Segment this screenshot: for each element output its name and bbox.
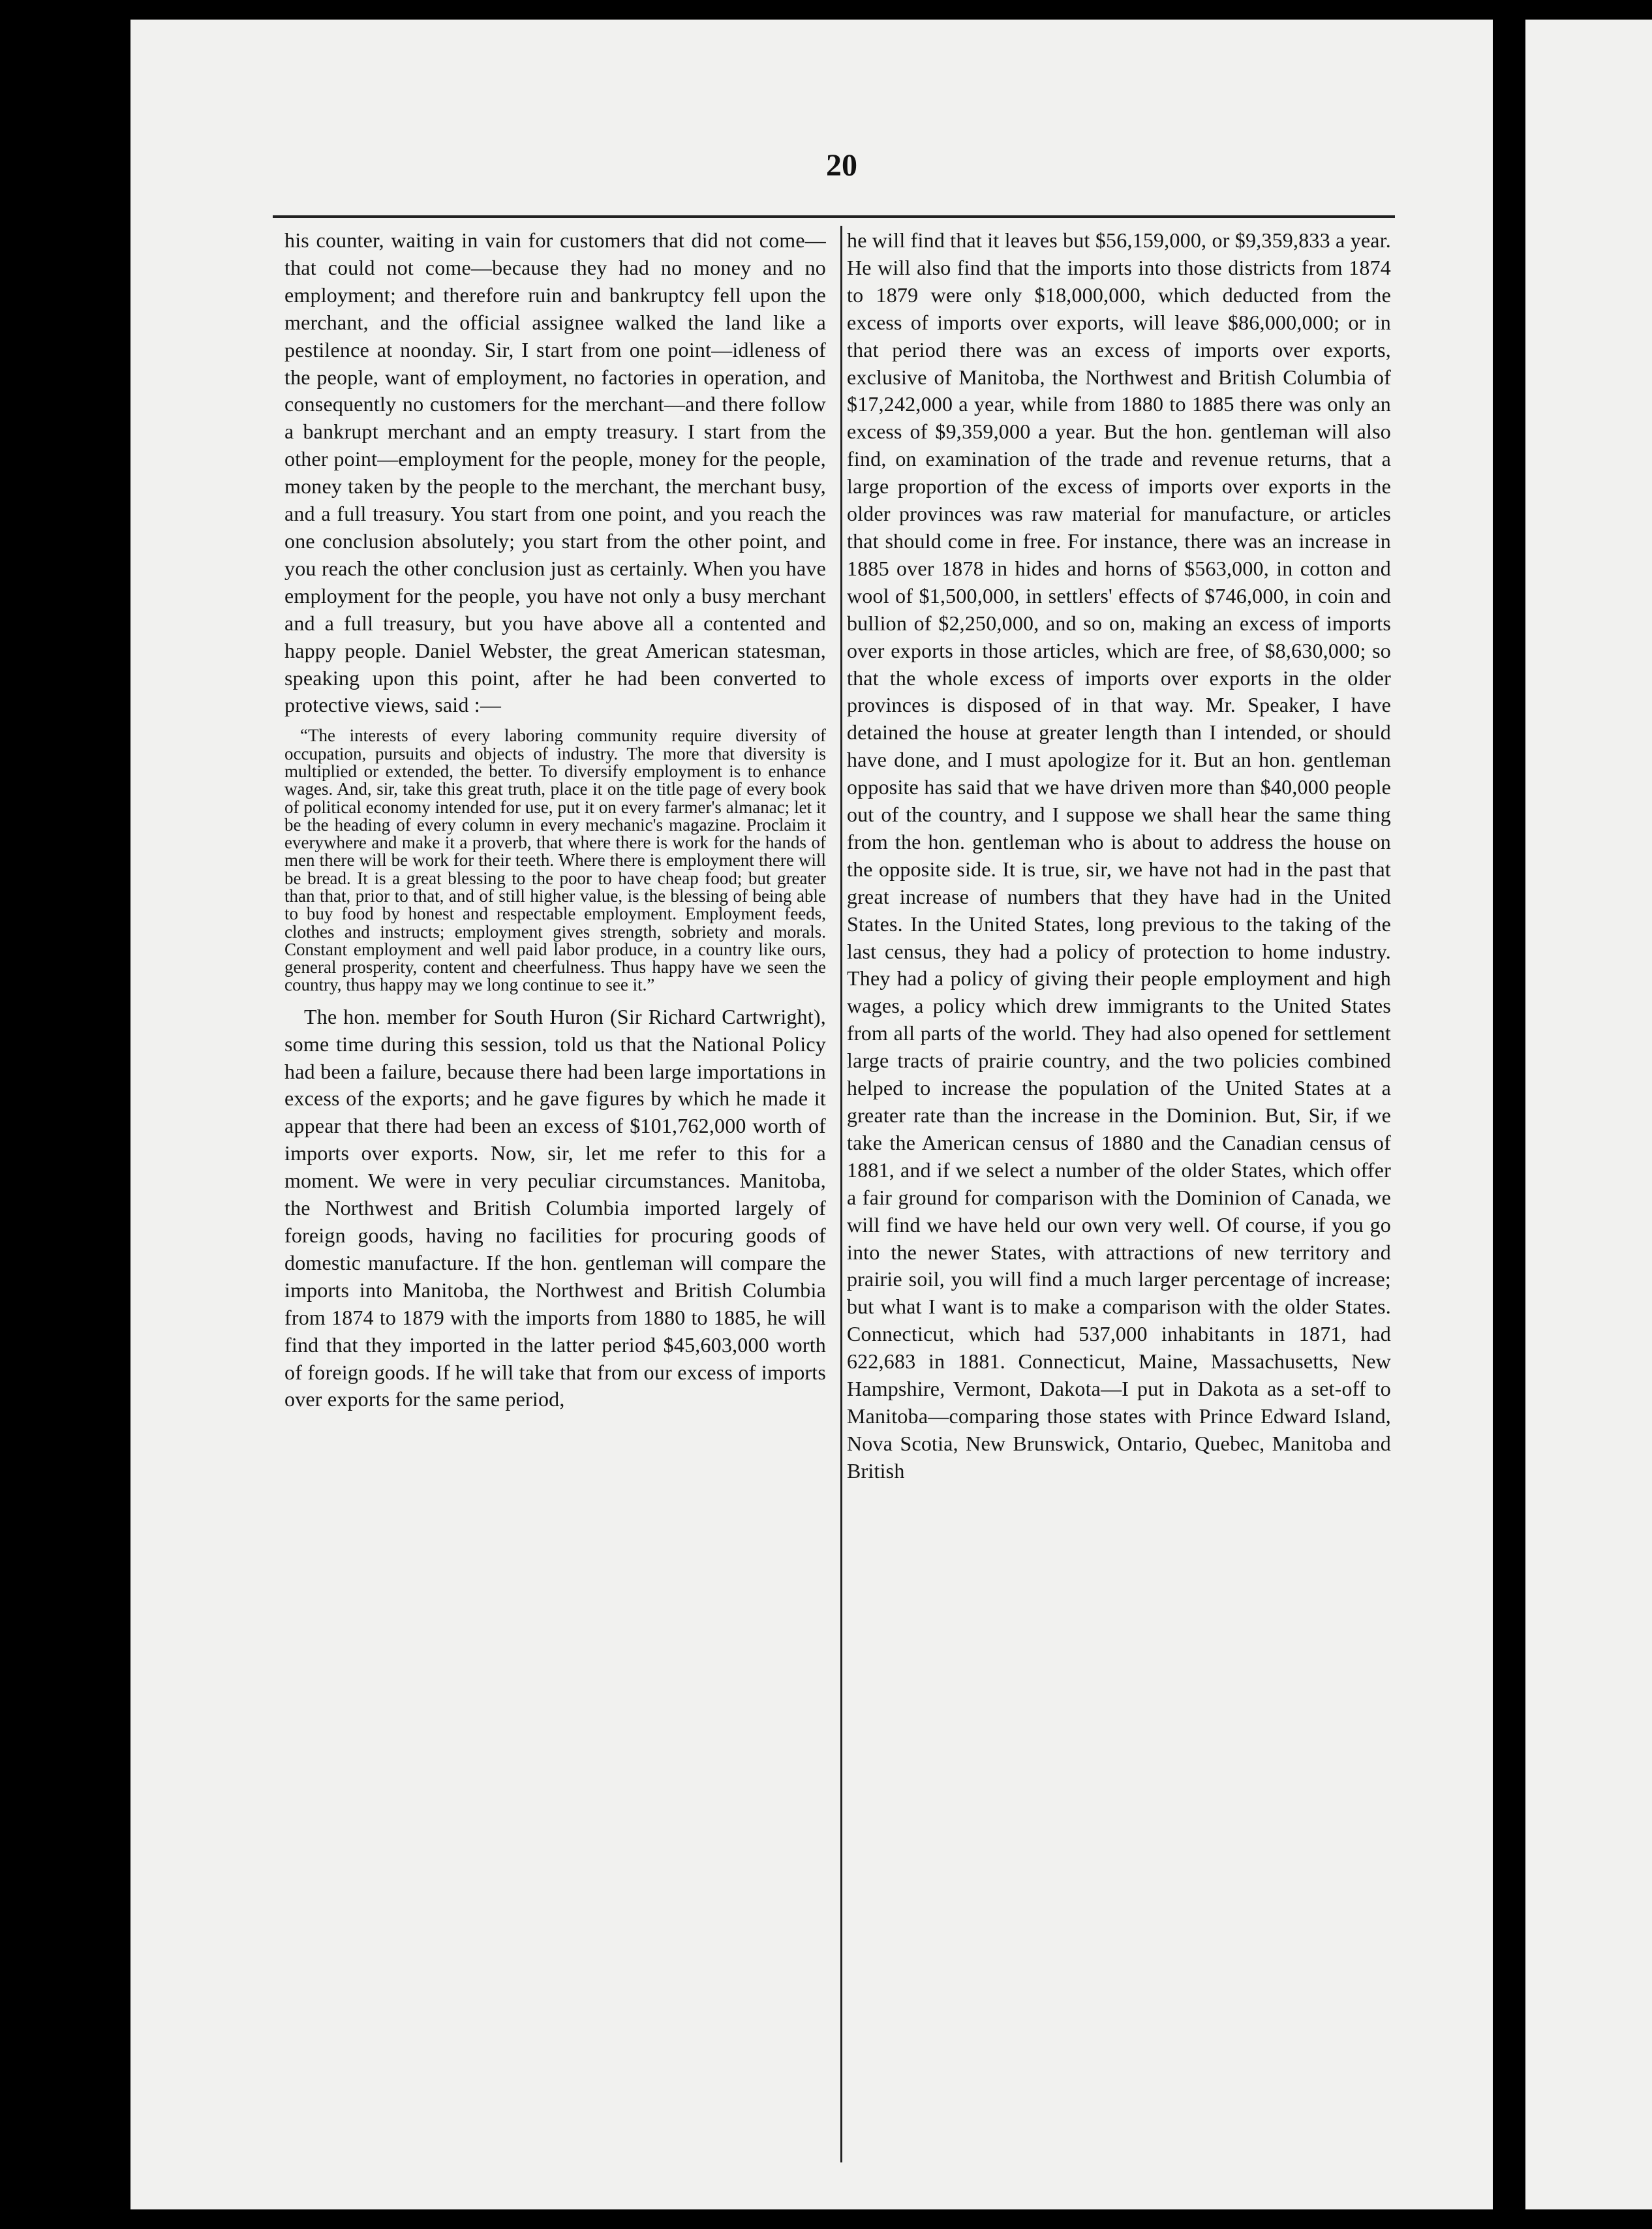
header-rule	[273, 215, 1395, 218]
adjacent-page-edge	[1525, 20, 1652, 2209]
left-column	[284, 227, 826, 1413]
column-divider	[840, 226, 842, 2162]
webster-quotation: “The interests of every laboring community require diversity of occupation, pursuits and objects of industry. The more that diversity is multiplied or extended, the better. To diversify employment is to enhance wages. And, sir, take this great truth, place it on the title page of every book of political economy intended for use, put it on every farmer's almanac; let it be the heading of every column in every mechanic's magazine. Proclaim it everywhere and make it a proverb, that where there is work for the hands of men there will be work for their teeth. Where there is employment there will be bread. It is a great blessing to the poor to have cheap food; but greater than that, prior to that, and of still higher value, is the blessing of being able to buy food by honest and respectable employment. Employment feeds, clothes and instructs; employment gives strength, sobriety and morals. Constant employment and well paid labor produce, in a country like ours, general prosperity, content and cheerfulness. Thus happy have we seen the country, thus happy may we long continue to see it.”	[284, 726, 826, 995]
page-number: 20	[826, 148, 857, 183]
left-paragraph-1: his counter, waiting in vain for customers that did not come—that could not come—because they had no money and no employment; and therefore ruin and bankruptcy fell upon the merchant, and the official assignee walked the land like a pestilence at noonday. Sir, I start from one point—idleness of the people, want of employment, no factories in operation, and consequently no customers for the merchant—and there follow a bankrupt merchant and an empty treasury. I start from the other point—employment for the people, money for the people, money taken by the people to the merchant, the merchant busy, and a full treasury. You start from one point, and you reach the one conclusion absolutely; you start from the other point, and you reach the other conclusion just as certainly. When you have employment for the people, you have not only a busy merchant and a full treasury, but you have above all a contented and happy people. Daniel Webster, the great American statesman, speaking upon this point, after he had been converted to protective views, said :—	[284, 228, 826, 717]
right-column	[847, 227, 1391, 1485]
right-paragraph-1: he will find that it leaves but $56,159,000, or $9,359,833 a year. He will also find that the imports into those districts from 1874 to 1879 were only $18,000,000, which deducted from the excess of imports over exports, will leave $86,000,000; or in that period there was an excess of imports over exports, exclusive of Manitoba, the Northwest and British Columbia of $17,242,000 a year, while from 1880 to 1885 there was only an excess of $9,359,000 a year. But the hon. gentleman will also find, on examination of the trade and revenue returns, that a large proportion of the excess of imports over exports in the older provinces was raw material for manufacture, or articles that should come in free. For instance, there was an increase in 1885 over 1878 in hides and horns of $563,000, in cotton and wool of $1,500,000, in settlers' effects of $746,000, in coin and bullion of $2,250,000, and so on, making an excess of imports over exports in those articles, which are free, of $8,630,000; so that the whole excess of imports over exports in the older provinces is disposed of in that way. Mr. Speaker, I have detained the house at greater length than I intended, or should have done, and I must apologize for it. But an hon. gentleman opposite has said that we have driven more than $40,000 people out of the country, and I suppose we shall hear the same thing from the hon. gentleman who is about to address the house on the opposite side. It is true, sir, we have not had in the past that great increase of numbers that they have had in the United States. In the United States, long previous to the taking of the last census, they had a policy of protection to home industry. They had a policy of giving their people employment and high wages, a policy which drew immigrants to the United States from all parts of the world. They had also opened for settlement large tracts of prairie country, and the two policies combined helped to increase the population of the United States at a greater rate than the increase in the Dominion. But, Sir, if we take the American census of 1880 and the Canadian census of 1881, and if we select a number of the older States, which offer a fair ground for comparison with the Dominion of Canada, we will find we have held our own very well. Of course, if you go into the newer States, with attractions of new territory and prairie soil, you will find a much larger percentage of increase; but what I want is to make a comparison with the older States. Connecticut, which had 537,000 inhabitants in 1871, had 622,683 in 1881. Connecticut, Maine, Massachusetts, New Hampshire, Vermont, Dakota—I put in Dakota as a set-off to Manitoba—comparing those states with Prince Edward Island, Nova Scotia, New Brunswick, Ontario, Quebec, Manitoba and British	[847, 228, 1391, 1483]
left-paragraph-2: The hon. member for South Huron (Sir Richard Cartwright), some time during this session, told us that the National Policy had been a failure, because there had been large importations in excess of the exports; and he gave figures by which he made it appear that there had been an excess of $101,762,000 worth of imports over exports. Now, sir, let me refer to this for a moment. We were in very peculiar circumstances. Manitoba, the Northwest and British Columbia imported largely of foreign goods, having no facilities for procuring goods of domestic manufacture. If the hon. gentleman will compare the imports into Manitoba, the Northwest and British Columbia from 1874 to 1879 with the imports from 1880 to 1885, he will find that they imported in the latter period $45,603,000 worth of foreign goods. If he will take that from our excess of imports over exports for the same period,	[284, 1004, 826, 1411]
